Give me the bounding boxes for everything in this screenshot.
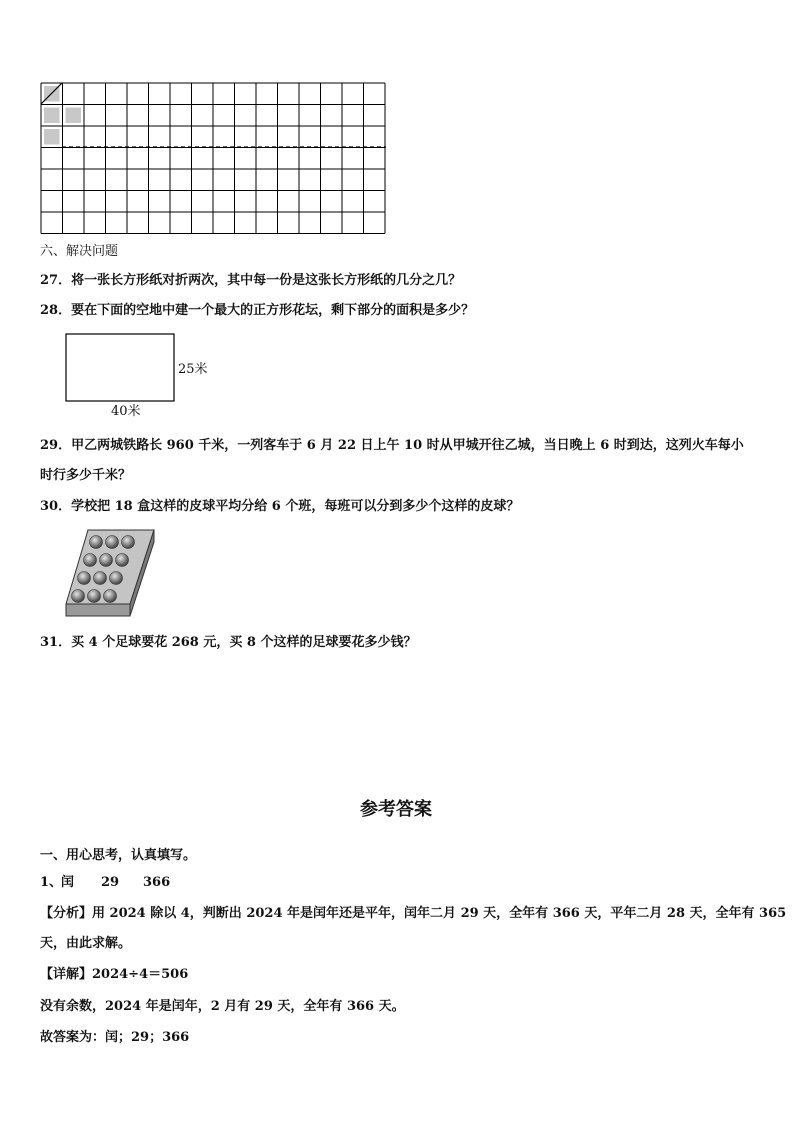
ball [122, 536, 135, 549]
empty-lot-rectangle [66, 334, 174, 401]
question-29-line2: 时行多少千米？ [40, 468, 132, 483]
answer-1-label: 1、 [40, 875, 63, 890]
fold-grid-diagram [40, 82, 390, 238]
ball [78, 572, 91, 585]
question-30: 30．学校把 18 盒这样的皮球平均分给 6 个班，每班可以分到多少个这样的皮球？ [40, 499, 520, 514]
answer-final: 故答案为：闰；29；366 [40, 1030, 190, 1045]
answer-analysis-cont: 天，由此求解。 [40, 936, 132, 951]
ball [88, 590, 101, 603]
rect-height-label: 25米 [178, 362, 208, 377]
grid-shaded-cell [44, 129, 60, 145]
ball [100, 554, 113, 567]
grid-shaded-cell [44, 108, 60, 124]
answer-1-value-3: 366 [143, 875, 171, 890]
answer-1-value-1: 闰 [61, 875, 75, 890]
ball [72, 590, 85, 603]
box-front-face [66, 604, 130, 616]
question-31: 31．买 4 个足球要花 268 元，买 8 个这样的足球要花多少钱？ [40, 635, 417, 650]
section-heading: 六、解决问题 [40, 244, 119, 259]
rect-width-label: 40米 [111, 404, 141, 419]
ball [94, 572, 107, 585]
ball [104, 590, 117, 603]
question-29-line1: 29．甲乙两城铁路长 960 千米，一列客车于 6 月 22 日上午 10 时从甲城开往乙城，当日晚上 6 时到达，这列火车每小 [40, 438, 744, 453]
grid-lines [41, 83, 385, 234]
question-27: 27．将一张长方形纸对折两次，其中每一份是这张长方形纸的几分之几？ [40, 273, 462, 288]
grid-shaded-cell [66, 108, 82, 124]
ball [116, 554, 129, 567]
ball [84, 554, 97, 567]
ball [110, 572, 123, 585]
ball [106, 536, 119, 549]
answer-detail-line2: 没有余数，2024 年是闰年，2 月有 29 天，全年有 366 天。 [40, 999, 405, 1014]
ball [90, 536, 103, 549]
answer-section1-heading: 一、用心思考，认真填写。 [40, 848, 197, 863]
answer-1-value-2: 29 [101, 875, 120, 890]
answer-analysis: 【分析】用 2024 除以 4，判断出 2024 年是闰年还是平年，闰年二月 29 天，全年有 366 天，平年二月 28 天，全年有 365 [40, 906, 787, 921]
ball-box-picture [62, 526, 162, 622]
question-28: 28．要在下面的空地中建一个最大的正方形花坛，剩下部分的面积是多少？ [40, 303, 475, 318]
answer-key-title: 参考答案 [360, 799, 432, 820]
answer-detail: 【详解】2024÷4＝506 [40, 967, 189, 982]
